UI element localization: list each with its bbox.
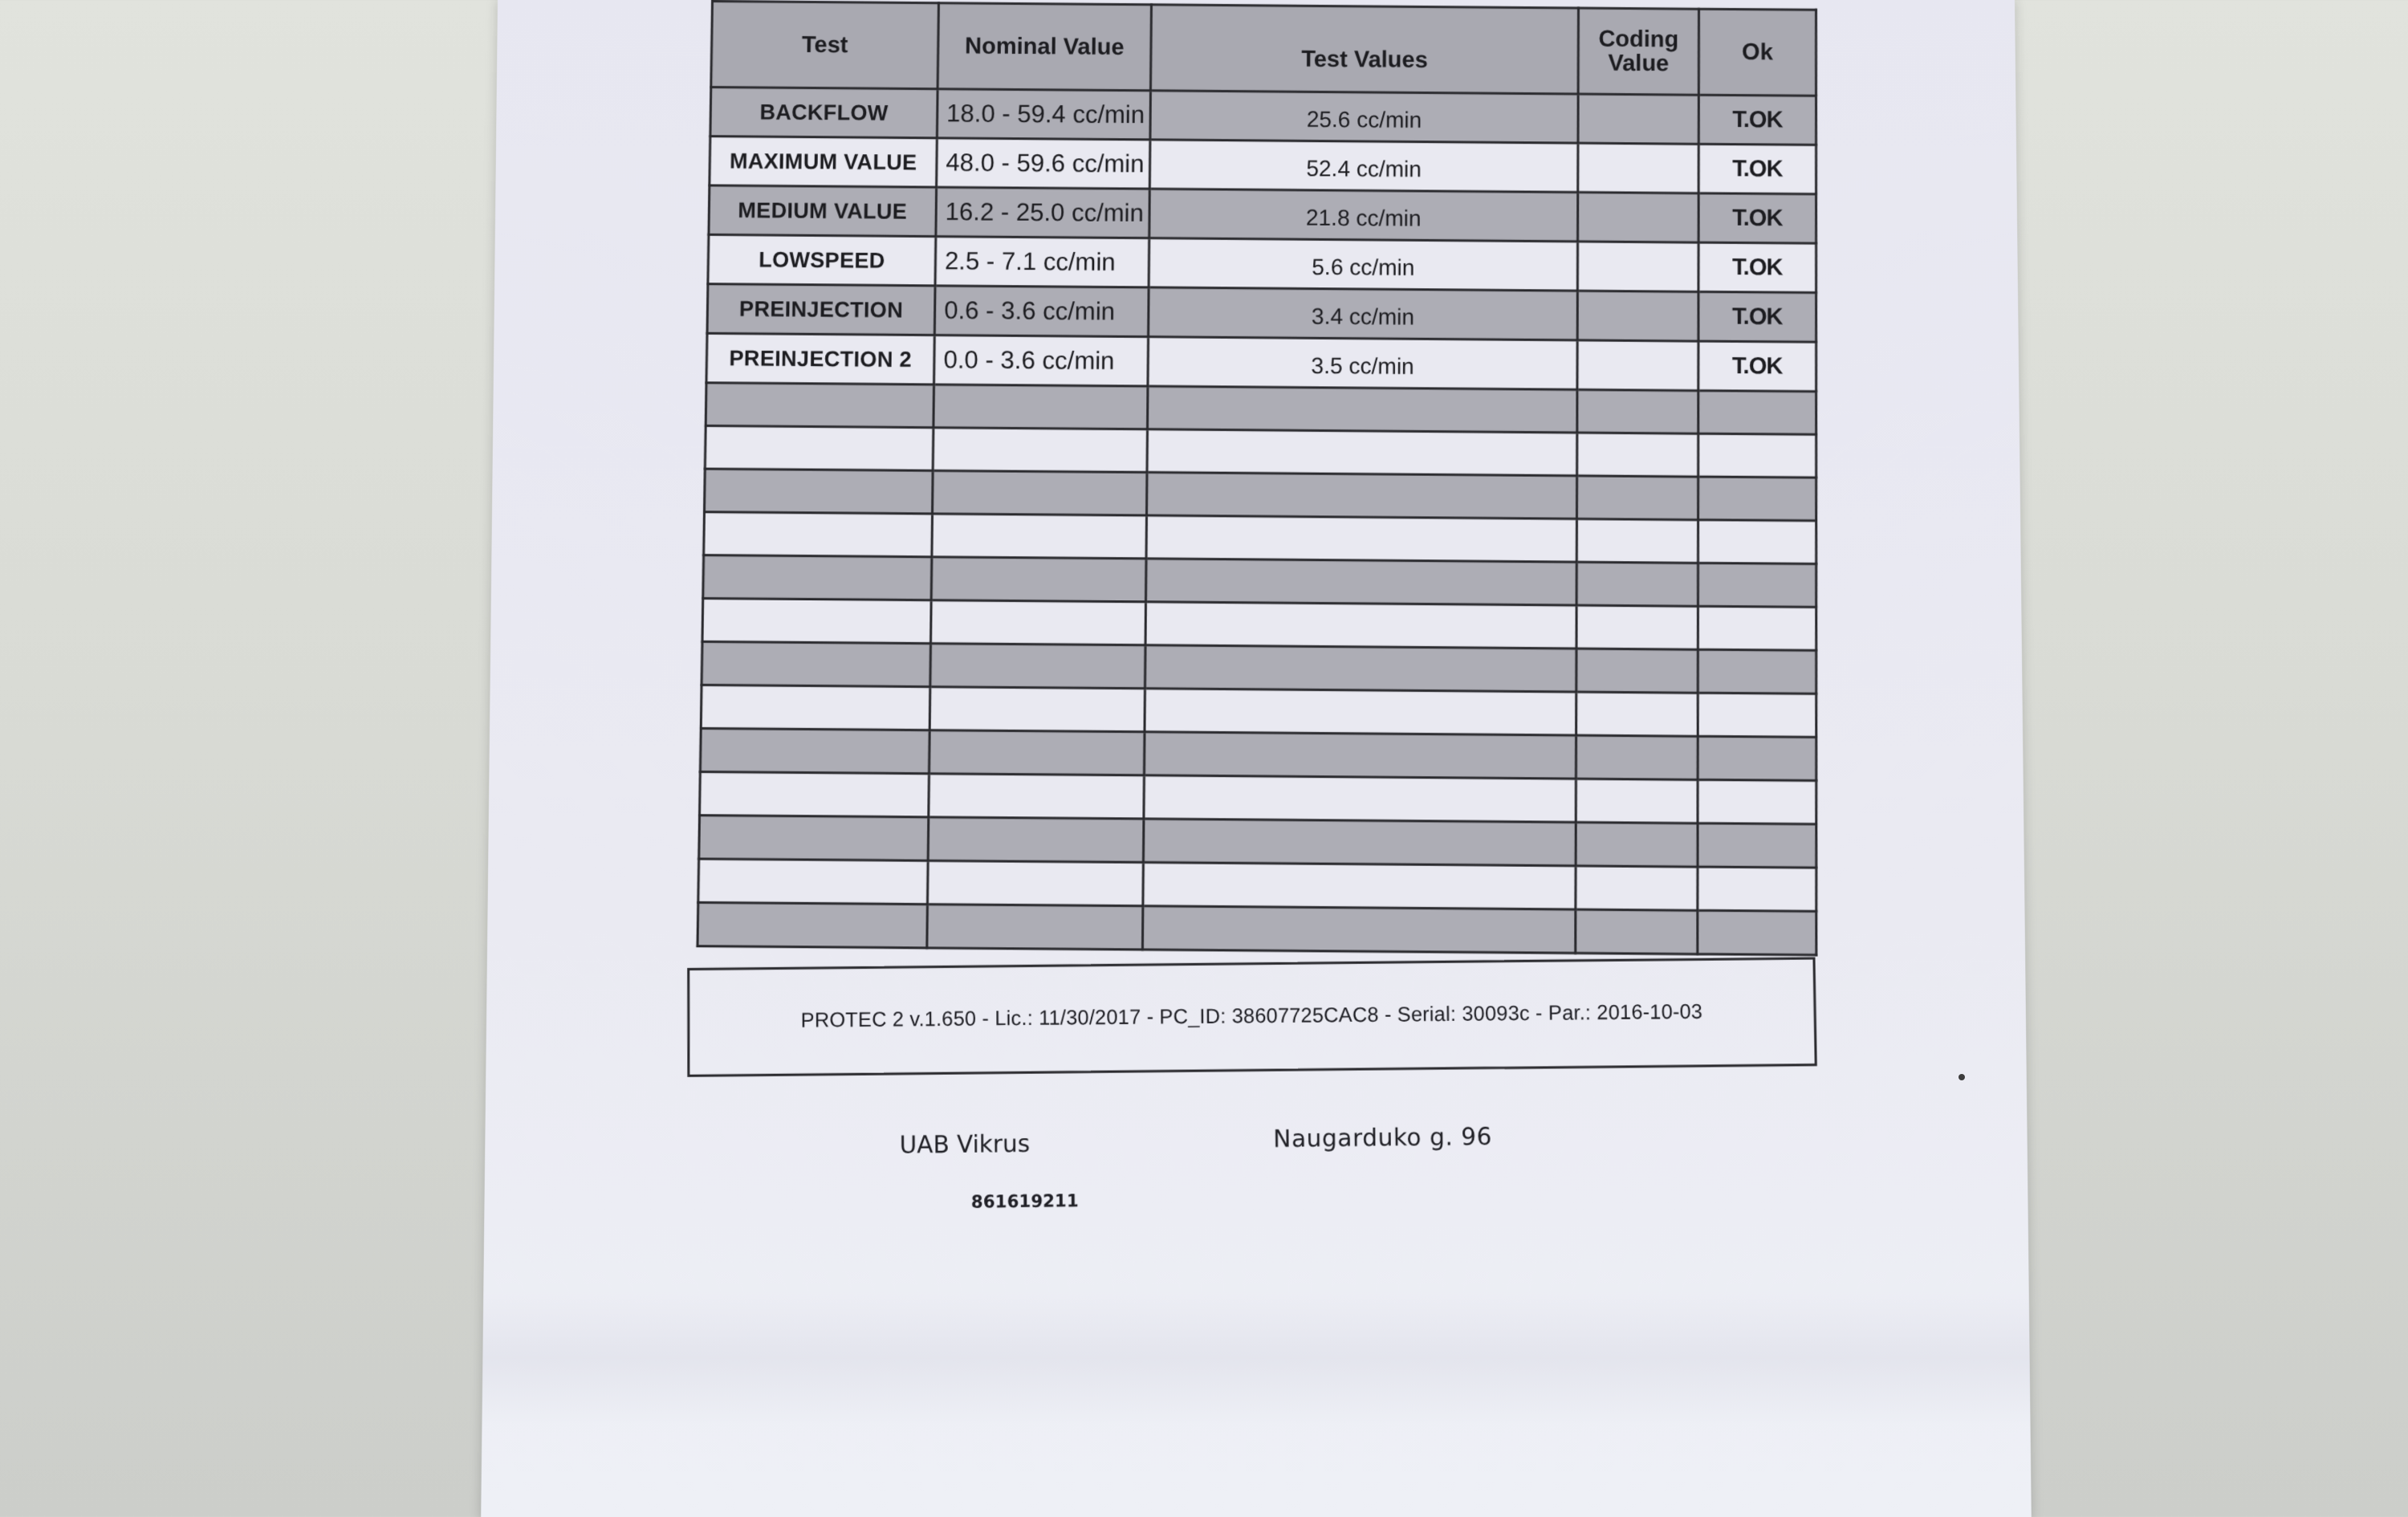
test-results-table <box>696 0 1817 956</box>
empty-test-name-cell <box>704 512 933 557</box>
software-info-line: PROTEC 2 v.1.650 - Lic.: 11/30/2017 - PC_ID: 38607725CAC8 - Serial: 30093c - Par.: 2016-10-03 <box>800 1000 1703 1032</box>
empty-test-value-cell <box>1142 906 1576 954</box>
test-name-cell: BACKFLOW <box>710 87 938 138</box>
nominal-value-cell: 48.0 - 59.6 cc/min <box>937 138 1150 189</box>
ok-cell: T.OK <box>1698 242 1816 293</box>
table-row <box>707 284 1816 342</box>
sheet-content <box>481 0 2032 1517</box>
test-value-cell: 5.6 cc/min <box>1149 238 1577 291</box>
table-row <box>710 136 1816 194</box>
empty-ok-cell <box>1698 693 1816 737</box>
table-row <box>706 333 1816 392</box>
paper-fold-shadow <box>482 1291 2030 1425</box>
test-value-cell: 3.5 cc/min <box>1148 337 1577 390</box>
empty-coding-value-cell <box>1576 692 1698 736</box>
empty-nominal-value-cell <box>932 514 1147 559</box>
empty-test-value-cell <box>1145 602 1576 649</box>
coding-value-cell <box>1578 94 1698 144</box>
table-body <box>698 87 1816 955</box>
test-value-cell: 25.6 cc/min <box>1150 91 1578 143</box>
empty-nominal-value-cell <box>928 817 1144 862</box>
table-row <box>709 185 1816 243</box>
test-value-cell: 52.4 cc/min <box>1149 140 1578 192</box>
empty-coding-value-cell <box>1577 389 1698 433</box>
ok-cell: T.OK <box>1698 144 1816 193</box>
coding-value-cell <box>1577 291 1698 341</box>
company-address: Naugarduko g. 96 <box>1273 1122 1493 1153</box>
empty-test-name-cell <box>703 555 932 600</box>
table-header-row <box>711 2 1816 96</box>
empty-nominal-value-cell <box>931 557 1146 602</box>
empty-ok-cell <box>1698 520 1816 564</box>
empty-coding-value-cell <box>1576 866 1698 911</box>
nominal-value-cell: 2.5 - 7.1 cc/min <box>935 237 1149 288</box>
empty-nominal-value-cell <box>929 687 1145 732</box>
nominal-value-cell: 0.6 - 3.6 cc/min <box>934 286 1149 337</box>
nominal-value-cell: 0.0 - 3.6 cc/min <box>934 335 1149 386</box>
header-test-values: Test Values <box>1150 5 1578 94</box>
empty-coding-value-cell <box>1576 735 1698 779</box>
header-nominal-value: Nominal Value <box>938 3 1151 91</box>
table-row <box>710 87 1816 145</box>
test-name-cell: MAXIMUM VALUE <box>710 136 938 187</box>
software-info-box <box>687 957 1817 1077</box>
empty-test-value-cell <box>1145 689 1576 735</box>
paper-sheet <box>481 0 2032 1517</box>
table-row <box>708 234 1816 292</box>
empty-nominal-value-cell <box>930 644 1145 689</box>
header-coding-line1: Coding <box>1598 26 1679 53</box>
empty-ok-cell <box>1698 867 1816 912</box>
coding-value-cell <box>1578 143 1699 193</box>
empty-nominal-value-cell <box>927 860 1143 905</box>
empty-test-name-cell <box>700 772 929 817</box>
empty-coding-value-cell <box>1576 909 1698 954</box>
ok-cell: T.OK <box>1698 95 1816 144</box>
empty-ok-cell <box>1698 563 1816 607</box>
empty-ok-cell <box>1698 477 1816 521</box>
empty-test-name-cell <box>698 859 928 905</box>
empty-nominal-value-cell <box>933 428 1147 473</box>
test-name-cell: PREINJECTION <box>707 284 935 336</box>
empty-ok-cell <box>1698 910 1816 955</box>
empty-test-value-cell <box>1148 386 1577 433</box>
empty-ok-cell <box>1698 779 1816 824</box>
test-value-cell: 3.4 cc/min <box>1149 287 1578 340</box>
empty-coding-value-cell <box>1576 605 1698 649</box>
empty-test-value-cell <box>1145 559 1576 605</box>
empty-test-value-cell <box>1144 775 1576 822</box>
empty-coding-value-cell <box>1576 519 1698 563</box>
coding-value-cell <box>1578 192 1699 242</box>
empty-test-value-cell <box>1144 732 1576 779</box>
empty-nominal-value-cell <box>933 470 1147 515</box>
header-coding-value <box>1578 8 1698 95</box>
company-phone: 861619211 <box>970 1190 1079 1212</box>
header-ok: Ok <box>1698 9 1816 96</box>
nominal-value-cell: 18.0 - 59.4 cc/min <box>937 89 1150 140</box>
header-coding-line2: Value <box>1608 50 1670 77</box>
empty-test-value-cell <box>1143 862 1576 909</box>
coding-value-cell <box>1577 340 1698 391</box>
empty-ok-cell <box>1698 606 1816 650</box>
empty-test-name-cell <box>706 383 934 428</box>
empty-coding-value-cell <box>1576 822 1698 866</box>
empty-ok-cell <box>1698 824 1816 868</box>
empty-nominal-value-cell <box>929 774 1145 819</box>
empty-ok-cell <box>1698 736 1816 780</box>
empty-test-name-cell <box>701 685 930 730</box>
empty-ok-cell <box>1698 433 1816 478</box>
empty-test-name-cell <box>700 728 929 773</box>
dust-speck <box>1959 1074 1965 1080</box>
empty-nominal-value-cell <box>929 730 1144 775</box>
empty-test-value-cell <box>1145 645 1576 692</box>
empty-coding-value-cell <box>1576 649 1698 693</box>
nominal-value-cell: 16.2 - 25.0 cc/min <box>936 187 1149 238</box>
empty-test-value-cell <box>1147 429 1577 476</box>
empty-coding-value-cell <box>1576 779 1698 823</box>
ok-cell: T.OK <box>1698 193 1816 244</box>
test-value-cell: 21.8 cc/min <box>1149 189 1578 242</box>
empty-ok-cell <box>1698 391 1816 435</box>
empty-test-value-cell <box>1146 515 1576 562</box>
empty-test-name-cell <box>699 815 929 861</box>
empty-coding-value-cell <box>1576 562 1698 606</box>
empty-test-value-cell <box>1146 472 1576 519</box>
empty-nominal-value-cell <box>931 600 1146 645</box>
empty-coding-value-cell <box>1577 433 1698 477</box>
empty-test-name-cell <box>705 425 934 470</box>
header-test: Test <box>711 2 939 89</box>
empty-test-name-cell <box>698 902 928 948</box>
empty-ok-cell <box>1698 649 1816 693</box>
company-name: UAB Vikrus <box>899 1129 1031 1159</box>
empty-nominal-value-cell <box>934 384 1148 429</box>
empty-test-value-cell <box>1143 819 1576 866</box>
test-name-cell: PREINJECTION 2 <box>706 333 934 384</box>
empty-test-name-cell <box>704 469 933 514</box>
empty-test-name-cell <box>702 598 931 643</box>
ok-cell: T.OK <box>1698 341 1816 392</box>
empty-table-row <box>698 902 1816 954</box>
empty-test-name-cell <box>702 641 930 686</box>
ok-cell: T.OK <box>1698 291 1816 342</box>
empty-nominal-value-cell <box>927 905 1143 950</box>
empty-coding-value-cell <box>1576 476 1698 520</box>
test-name-cell: LOWSPEED <box>708 234 936 286</box>
test-name-cell: MEDIUM VALUE <box>709 185 937 237</box>
coding-value-cell <box>1577 242 1698 292</box>
